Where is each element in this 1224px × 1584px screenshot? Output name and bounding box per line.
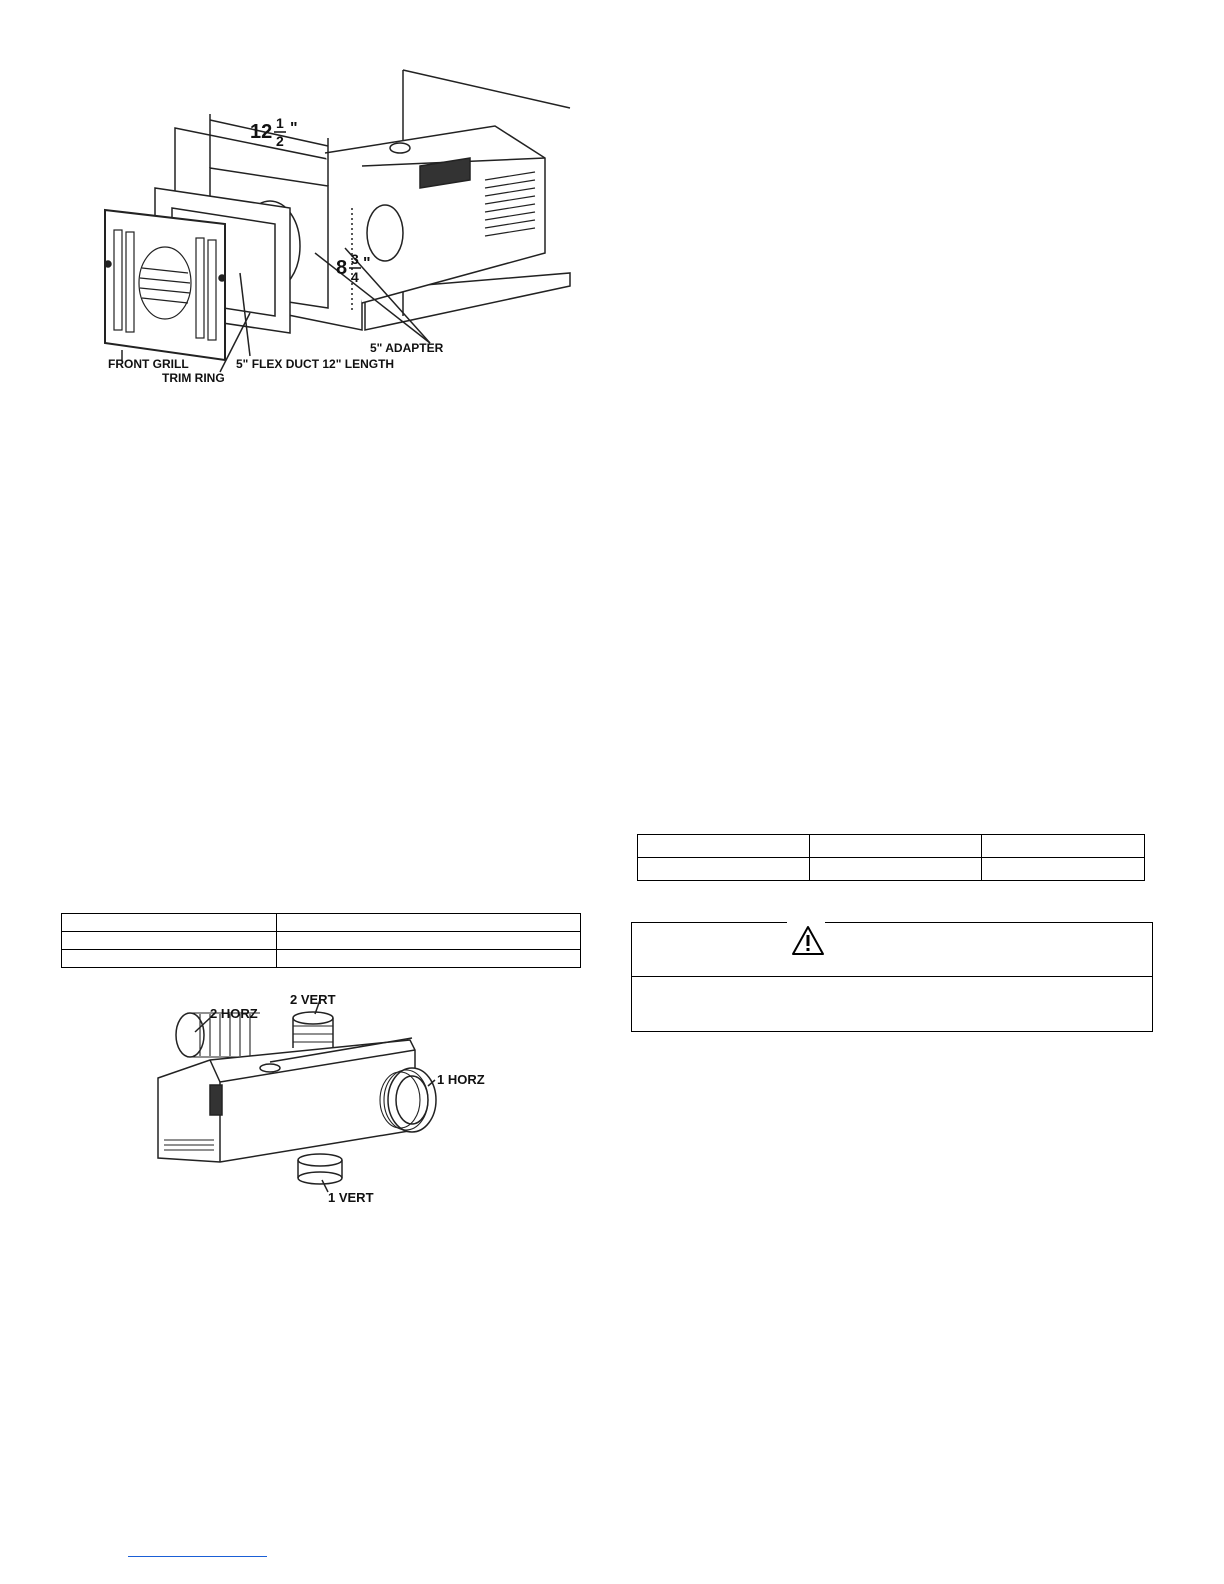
width-inch-mark: " [290,120,298,137]
right-table [637,834,1145,881]
table-row [638,858,1145,881]
table-row [62,914,581,932]
left-table [61,913,581,968]
width-dimension: 12 [250,121,273,143]
height-inch-mark: " [363,255,371,272]
height-dimension-numerator: 3 [351,251,359,267]
callout-two-horz: 2 HORZ [210,1006,258,1021]
table-row [62,950,581,968]
callout-front-grill: FRONT GRILL [108,357,189,371]
callout-one-horz: 1 HORZ [437,1072,485,1087]
callout-two-vert: 2 VERT [290,992,336,1007]
warning-divider [632,976,1152,977]
warning-triangle-icon [791,925,825,957]
height-dimension-denominator: 4 [351,269,359,285]
figure-blower-outlets [150,990,510,1210]
figure-grill-assembly [100,68,580,398]
warning-box [631,922,1153,1032]
width-dimension-numerator: 1 [276,115,284,131]
footer-link-underline[interactable] [128,1556,267,1557]
width-dimension-denominator: 2 [276,133,284,149]
table-row [62,932,581,950]
callout-one-vert: 1 VERT [328,1190,374,1205]
callout-adapter: 5" ADAPTER [370,341,444,355]
height-dimension: 8 [336,257,348,279]
callout-flex-duct: 5" FLEX DUCT 12" LENGTH [236,357,395,371]
table-row [638,835,1145,858]
callout-trim-ring: TRIM RING [162,371,225,385]
